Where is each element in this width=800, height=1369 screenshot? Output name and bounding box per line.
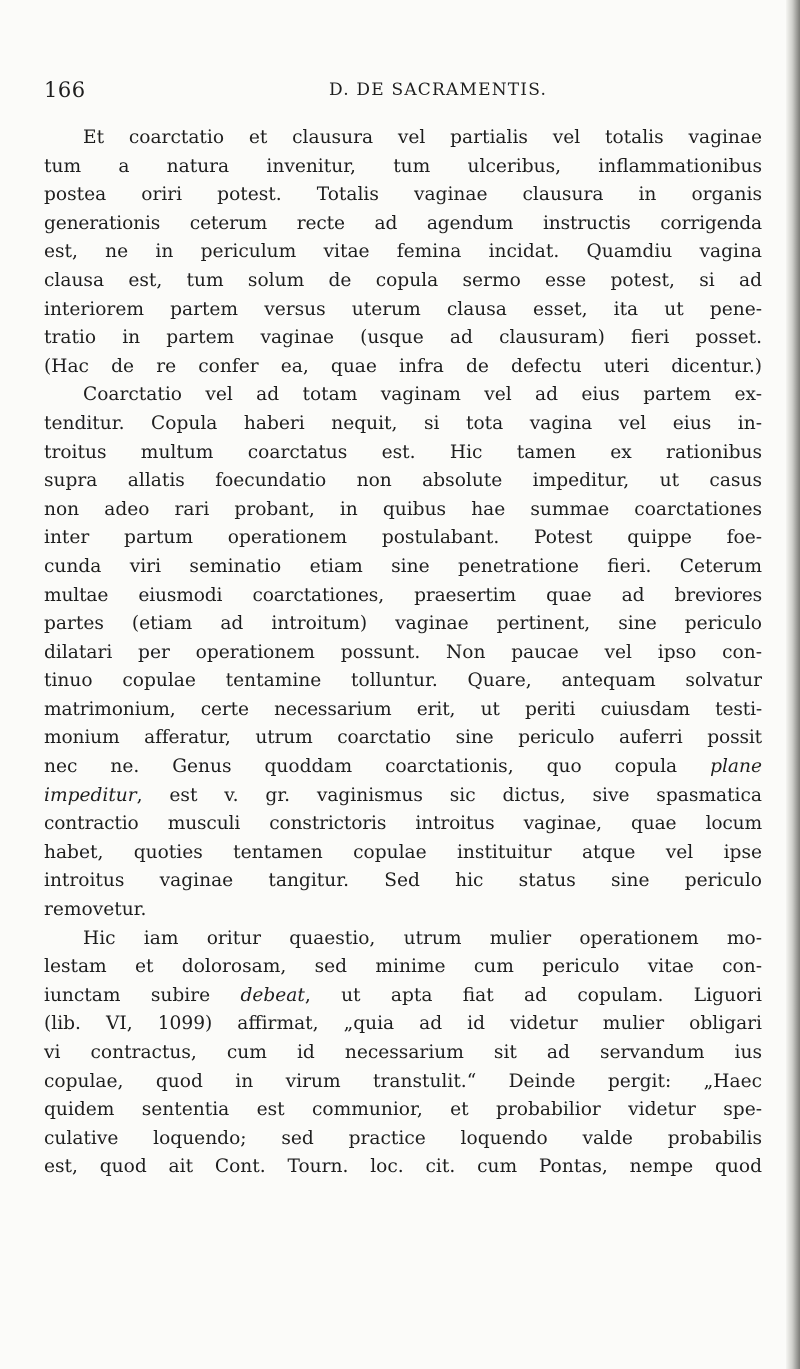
text-line: generationis ceterum recte ad agendum instructis corrigenda	[44, 212, 762, 234]
text-line: culative loquendo; sed practice loquendo valde probabilis	[44, 1127, 762, 1149]
text-line: tum a natura invenitur, tum ulceribus, inflammationibus	[44, 155, 762, 177]
text-line: Coarctatio vel ad totam vaginam vel ad eius partem ex-	[83, 384, 762, 406]
text-line: copulae, quod in virum transtulit.“ Deinde pergit: „Haec	[44, 1070, 762, 1092]
text-line: Hic iam oritur quaestio, utrum mulier operationem mo-	[83, 927, 762, 949]
text-line: impeditur, est v. gr. vaginismus sic dictus, sive spasmatica	[44, 784, 762, 806]
text-line: non adeo rari probant, in quibus hae summae coarctationes	[44, 498, 762, 520]
text-line: Et coarctatio et clausura vel partialis vel totalis vaginae	[83, 127, 762, 148]
text-line: tratio in partem vaginae (usque ad clausuram) fieri posset.	[44, 327, 762, 349]
text-line: (Hac de re confer ea, quae infra de defectu uteri dicentur.)	[44, 355, 762, 377]
page-number: 166	[44, 78, 86, 102]
text-line: partes (etiam ad introitum) vaginae pertinent, sine periculo	[44, 613, 762, 635]
text-line: est, ne in periculum vitae femina incidat. Quamdiu vagina	[44, 241, 762, 263]
page-edge-shadow	[786, 0, 800, 1369]
text-line: interiorem partem versus uterum clausa esset, ita ut pene-	[44, 298, 762, 320]
text-line: matrimonium, certe necessarium erit, ut periti cuiusdam testi-	[44, 698, 762, 720]
text-line: multae eiusmodi coarctationes, praesertim quae ad breviores	[44, 584, 762, 606]
text-line: contractio musculi constrictoris introitus vaginae, quae locum	[44, 813, 762, 835]
text-line: cunda viri seminatio etiam sine penetratione fieri. Ceterum	[44, 555, 762, 577]
body-text	[44, 124, 762, 1182]
text-line: nec ne. Genus quoddam coarctationis, quo copula plane	[44, 756, 762, 778]
text-line: introitus vaginae tangitur. Sed hic status sine periculo	[44, 870, 762, 892]
page-header	[44, 78, 762, 108]
text-line: removetur.	[44, 899, 147, 921]
text-line: habet, quoties tentamen copulae instituitur atque vel ipse	[44, 841, 762, 863]
text-line: tenditur. Copula haberi nequit, si tota vagina vel eius in-	[44, 412, 762, 434]
text-line: clausa est, tum solum de copula sermo esse potest, si ad	[44, 269, 762, 291]
text-line: lestam et dolorosam, sed minime cum periculo vitae con-	[44, 956, 762, 978]
text-line: monium afferatur, utrum coarctatio sine periculo auferri possit	[44, 727, 762, 749]
text-line: (lib. VI, 1099) affirmat, „quia ad id videtur mulier obligari	[44, 1013, 762, 1035]
text-line: supra allatis foecundatio non absolute impeditur, ut casus	[44, 470, 762, 492]
text-line: postea oriri potest. Totalis vaginae clausura in organis	[44, 184, 762, 206]
text-line: est, quod ait Cont. Tourn. loc. cit. cum Pontas, nempe quod	[44, 1156, 762, 1178]
text-line: troitus multum coarctatus est. Hic tamen ex rationibus	[44, 441, 762, 463]
running-head: D. DE SACRAMENTIS.	[329, 80, 548, 100]
text-line: inter partum operationem postulabant. Potest quippe foe-	[44, 527, 762, 549]
text-line: tinuo copulae tentamine tolluntur. Quare, antequam solvatur	[44, 670, 762, 692]
text-line: quidem sententia est communior, et probabilior videtur spe-	[44, 1099, 762, 1121]
text-line: dilatari per operationem possunt. Non paucae vel ipso con-	[44, 641, 762, 663]
text-line: iunctam subire debeat, ut apta fiat ad copulam. Liguori	[44, 984, 762, 1006]
text-line: vi contractus, cum id necessarium sit ad servandum ius	[44, 1042, 762, 1063]
